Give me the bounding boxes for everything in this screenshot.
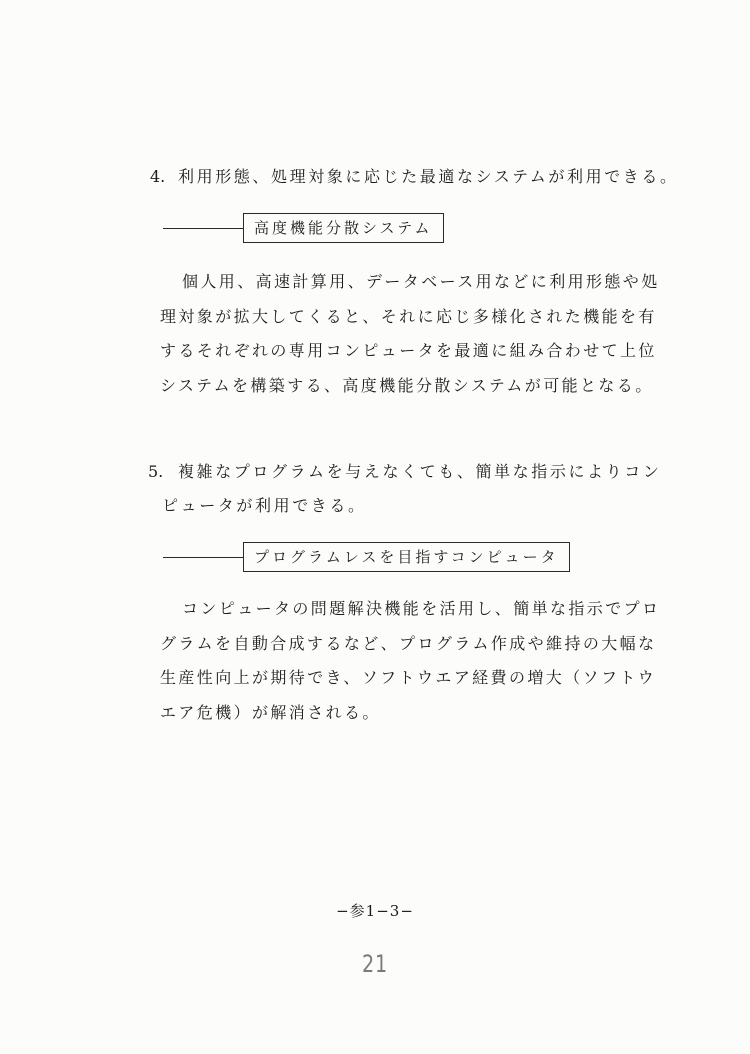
section-4-heading-text: 利用形態、処理対象に応じた最適なシステムが利用できる。 bbox=[178, 167, 679, 186]
section-5-line-4: エア危機）が解消される。 bbox=[160, 702, 381, 722]
section-5-line-3: 生産性向上が期待でき、ソフトウエア経費の増大（ソフトウ bbox=[160, 668, 657, 687]
section-5-heading bbox=[148, 455, 661, 523]
section-4-boxed-label: 高度機能分散システム bbox=[243, 213, 444, 243]
section-4-line-4: システムを構築する、高度機能分散システムが可能となる。 bbox=[160, 375, 654, 395]
section-4-heading bbox=[150, 160, 679, 194]
section-5-line-1: コンピュータの問題解決機能を活用し、簡単な指示でプロ bbox=[182, 599, 661, 618]
section-4-boxed-label-row bbox=[163, 213, 444, 243]
section-4-line-2: 理対象が拡大してくると、それに応じ多様化された機能を有 bbox=[160, 306, 657, 326]
page-number: −参1−3− bbox=[336, 902, 414, 920]
section-5-number: 5. bbox=[148, 462, 164, 481]
section-5-heading-line-2: ピュータが利用できる。 bbox=[162, 496, 367, 515]
section-4-number: 4. bbox=[150, 167, 166, 186]
section-4-line-1: 個人用、高速計算用、データベース用などに利用形態や処 bbox=[182, 272, 660, 291]
section-5-leader-rule bbox=[163, 557, 243, 558]
section-5-heading-line-1: 複雑なプログラムを与えなくても、簡単な指示によりコン bbox=[178, 462, 662, 481]
section-5-boxed-label: プログラムレスを目指すコンピュータ bbox=[243, 542, 570, 572]
handwritten-page-number: 21 bbox=[361, 950, 389, 978]
section-5-boxed-label-row bbox=[163, 542, 570, 572]
section-4-paragraph bbox=[160, 265, 660, 403]
section-5-line-2: グラムを自動合成するなど、プログラム作成や維持の大幅な bbox=[160, 633, 657, 653]
section-4-line-3: するそれぞれの専用コンピュータを最適に組み合わせて上位 bbox=[160, 341, 657, 360]
section-4-leader-rule bbox=[163, 228, 243, 229]
section-5-paragraph bbox=[160, 592, 660, 730]
